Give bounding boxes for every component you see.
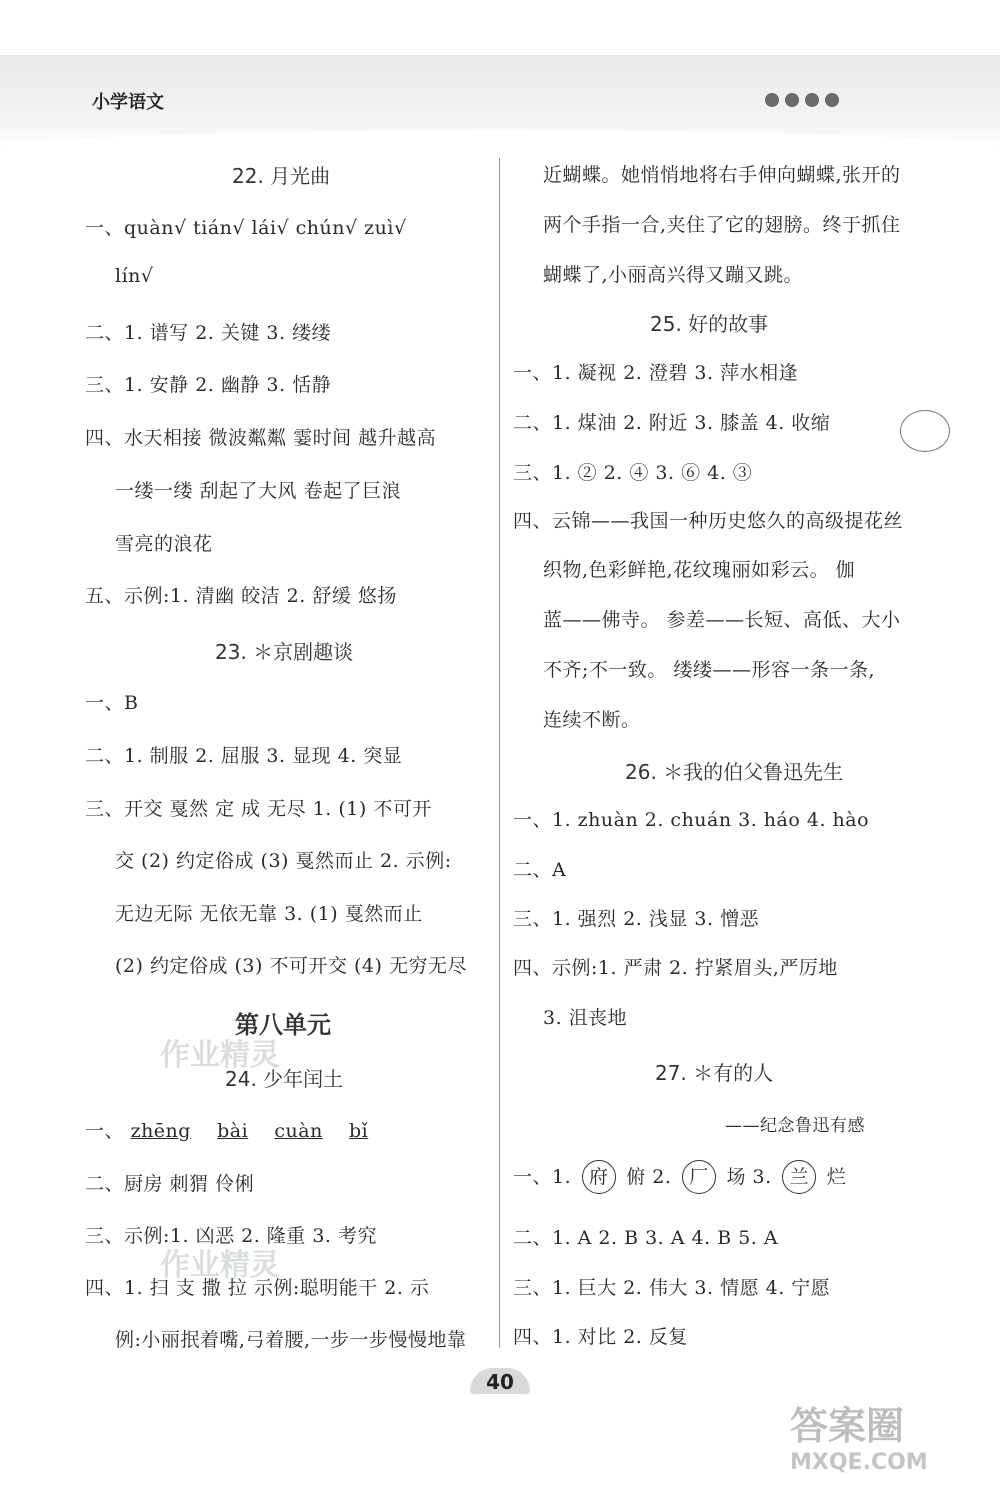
answer-prefix: 一、 (85, 1120, 125, 1142)
answer-line: 三、示例:1. 凶恶 2. 隆重 3. 考究 (85, 1225, 377, 1247)
header-dots (765, 93, 839, 107)
circled-char: 府 (582, 1160, 616, 1194)
answer-line: 一、1. zhuàn 2. chuán 3. háo 4. hào (513, 809, 870, 831)
answer-line: 三、1. 安静 2. 幽静 3. 恬静 (85, 374, 332, 396)
section-title-26: 26. ＊我的伯父鲁迅先生 (625, 760, 844, 784)
answer-line: 3. 沮丧地 (543, 1007, 628, 1029)
answer-text: 场 3. (726, 1166, 772, 1188)
answer-line: 二、1. 谱写 2. 关键 3. 缕缕 (85, 322, 332, 344)
pinyin-item: zhēng (130, 1120, 191, 1142)
section-title-24: 24. 少年闰土 (225, 1067, 344, 1091)
answer-line: 三、1. ② 2. ④ 3. ⑥ 4. ③ (513, 462, 753, 484)
pinyin-item: bài (217, 1120, 249, 1142)
section-title-25: 25. 好的故事 (650, 312, 769, 336)
section-title-27: 27. ＊有的人 (655, 1061, 774, 1085)
circled-char: 兰 (782, 1160, 816, 1194)
answer-line: 四、云锦——我国一种历史悠久的高级提花丝 (513, 510, 904, 532)
circled-char: 厂 (682, 1160, 716, 1194)
answer-line: 四、1. 扫 支 撒 拉 示例:聪明能干 2. 示 (85, 1277, 430, 1299)
unit-title: 第八单元 (235, 1011, 331, 1039)
answer-line: 一、1. 凝视 2. 澄碧 3. 萍水相逢 (513, 362, 799, 384)
answer-line: 近蝴蝶。她悄悄地将右手伸向蝴蝶,张开的 (543, 164, 901, 186)
answer-line: 无边无际 无依无靠 3. (1) 戛然而止 (115, 903, 423, 925)
dot-icon (805, 93, 819, 107)
pinyin-item: cuàn (274, 1120, 323, 1142)
answer-line: 蓝——佛寺。 参差——长短、高低、大小 (543, 609, 901, 631)
subject-label: 小学语文 (92, 92, 164, 113)
answer-line: 五、示例:1. 清幽 皎洁 2. 舒缓 悠扬 (85, 585, 397, 607)
page-number: 40 (470, 1368, 530, 1394)
answer-line: 四、1. 对比 2. 反复 (513, 1326, 688, 1348)
answer-line: 三、1. 强烈 2. 浅显 3. 憎恶 (513, 908, 760, 930)
section-title-23: 23. ＊京剧趣谈 (215, 640, 354, 664)
answer-text: 俯 2. (626, 1166, 672, 1188)
answer-line: 四、水天相接 微波粼粼 霎时间 越升越高 (85, 427, 437, 449)
answer-line: 不齐;不一致。 缕缕——形容一条一条, (543, 659, 875, 681)
answer-line: 织物,色彩鲜艳,花纹瑰丽如彩云。 伽 (543, 559, 856, 581)
answer-line-pinyin (85, 1116, 368, 1143)
answer-line: 三、开交 戛然 定 成 无尽 1. (1) 不可开 (85, 798, 432, 820)
answer-line: 一、quàn√ tián√ lái√ chún√ zuì√ (85, 217, 407, 239)
answer-line: 三、1. 巨大 2. 伟大 3. 情愿 4. 宁愿 (513, 1277, 831, 1299)
dot-icon (785, 93, 799, 107)
corner-logo: 答案圈 (790, 1404, 905, 1448)
pinyin-item: bǐ (349, 1120, 369, 1142)
dot-icon (825, 93, 839, 107)
answer-line: 二、A (513, 859, 567, 881)
stamp-icon (900, 410, 950, 452)
answer-line-circled (513, 1160, 846, 1194)
column-divider (499, 158, 500, 1348)
watermark: 作业精灵 (160, 1038, 280, 1073)
answer-line: 四、示例:1. 严肃 2. 拧紧眉头,严厉地 (513, 957, 838, 979)
answer-line: 例:小丽抿着嘴,弓着腰,一步一步慢慢地靠 (115, 1329, 467, 1351)
section-subtitle: ——纪念鲁迅有感 (725, 1116, 865, 1136)
answer-line: 两个手指一合,夹住了它的翅膀。终于抓住 (543, 214, 901, 236)
answer-line: 二、1. 煤油 2. 附近 3. 膝盖 4. 收缩 (513, 412, 831, 434)
answer-line: 一、B (85, 692, 139, 714)
answer-line: (2) 约定俗成 (3) 不可开交 (4) 无穷无尽 (115, 955, 467, 977)
dot-icon (765, 93, 779, 107)
answer-line: 二、厨房 刺猬 伶俐 (85, 1173, 255, 1195)
answer-line: 二、1. A 2. B 3. A 4. B 5. A (513, 1227, 779, 1249)
answer-line: 交 (2) 约定俗成 (3) 戛然而止 2. 示例: (115, 850, 452, 872)
answer-line: 二、1. 制服 2. 屈服 3. 显现 4. 突显 (85, 745, 403, 767)
answer-line: lín√ (115, 265, 154, 287)
answer-text: 烂 (826, 1166, 847, 1188)
answer-prefix: 一、1. (513, 1166, 572, 1188)
answer-line: 连续不断。 (543, 709, 641, 731)
answer-line: 蝴蝶了,小丽高兴得又蹦又跳。 (543, 264, 804, 286)
section-title-22: 22. 月光曲 (232, 164, 331, 188)
watermark: 作业精灵 (160, 1248, 280, 1283)
corner-url: MXQE.COM (790, 1450, 928, 1475)
answer-line: 一缕一缕 刮起了大风 卷起了巨浪 (115, 480, 402, 502)
answer-line: 雪亮的浪花 (115, 533, 213, 555)
